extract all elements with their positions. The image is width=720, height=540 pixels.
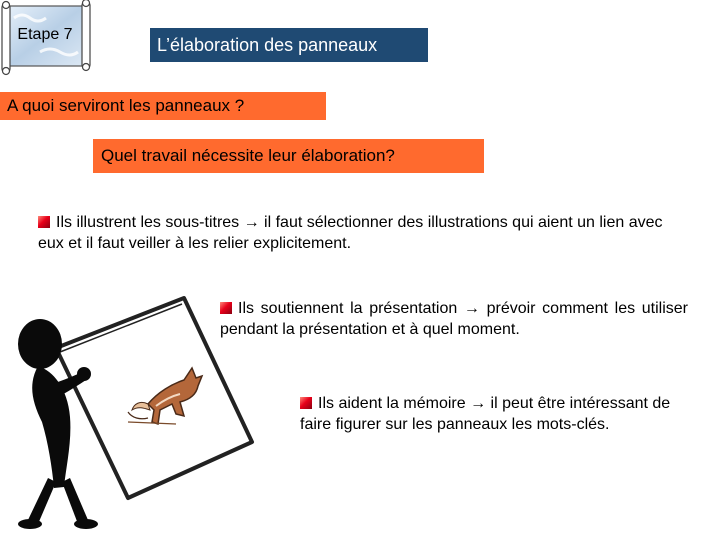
bullet-item-1 [38,212,678,254]
bullet-text: Ils aident la mémoire → il peut être intéressant de faire figurer sur les panneaux les mots-clés. [300,395,671,433]
figure-holding-sign-icon [8,292,258,532]
step-badge-label: Etape 7 [17,26,73,43]
bullet-icon [300,397,312,409]
page-title: L’élaboration des panneaux [150,28,428,62]
question-heading-2: Quel travail nécessite leur élaboration? [93,139,484,173]
bullet-text: Ils soutiennent la présentation → prévoir comment les utiliser pendant la présentation et à quel moment. [220,300,688,338]
bullet-text: Ils illustrent les sous-titres → il faut sélectionner des illustrations qui aient un lien avec eux et il faut veiller à les relier explicitement. [38,214,663,252]
bullet-item-3 [300,393,686,435]
question-heading-1: A quoi serviront les panneaux ? [0,92,326,120]
bullet-item-2 [220,298,688,340]
bullet-icon [38,216,50,228]
